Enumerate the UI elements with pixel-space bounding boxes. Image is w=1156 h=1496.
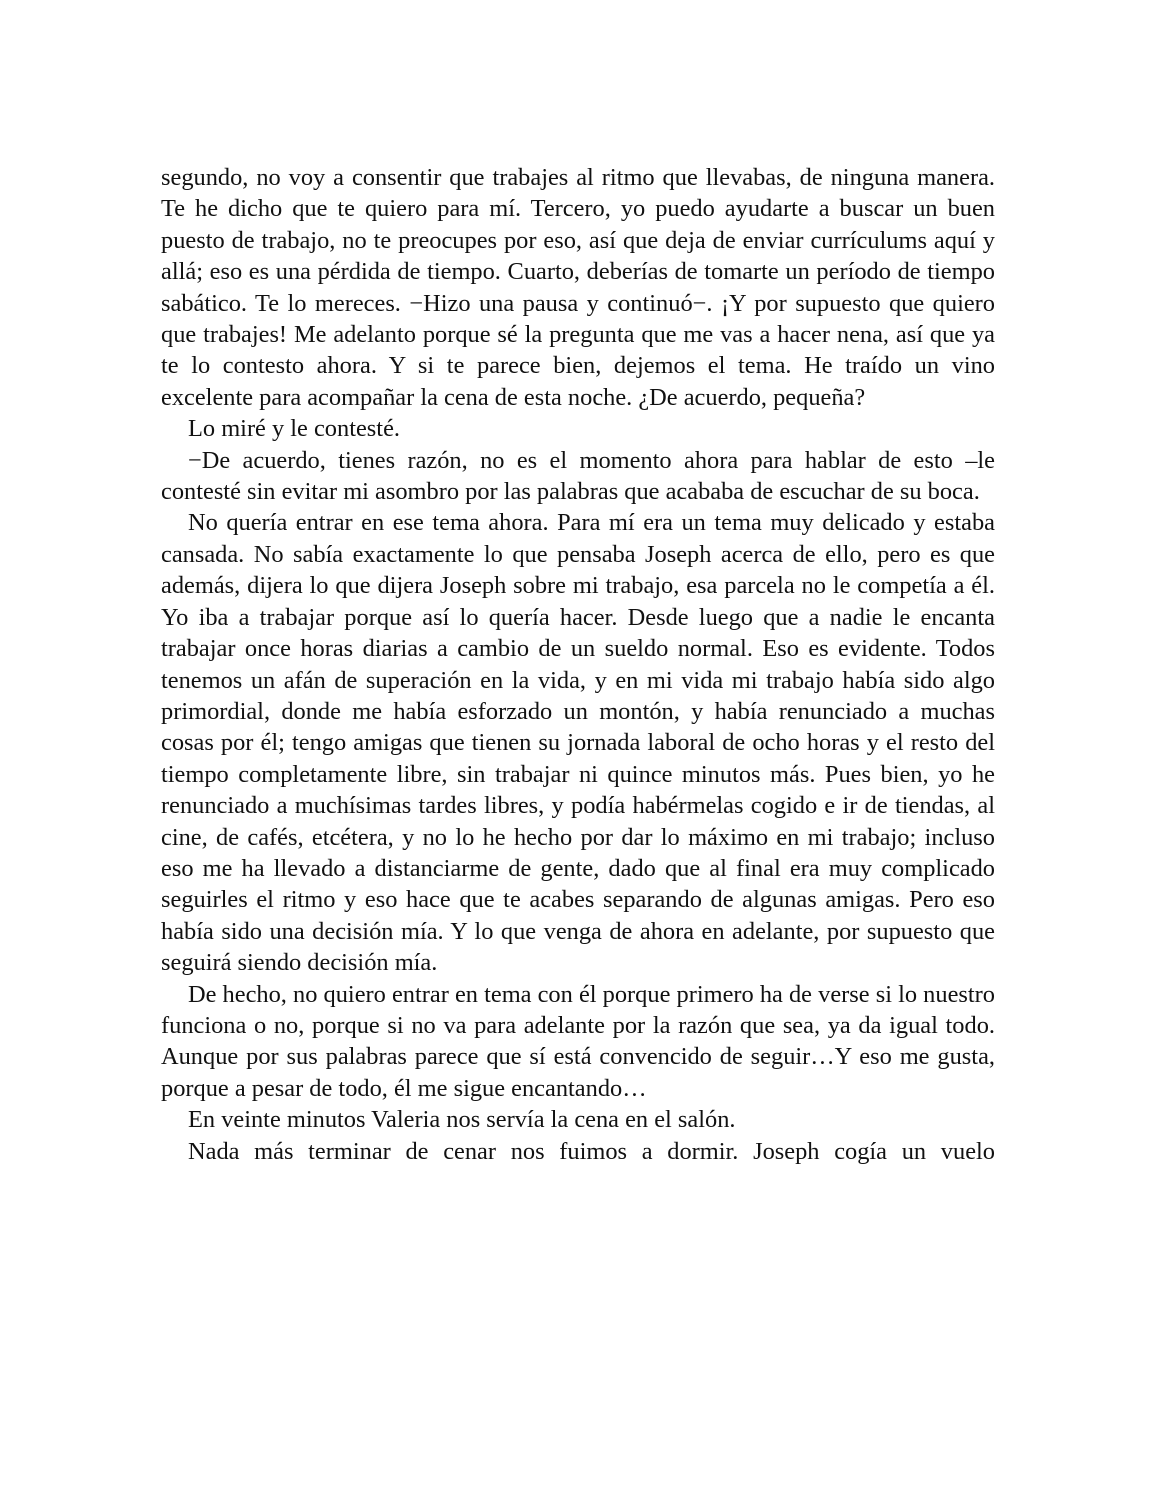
paragraph: No quería entrar en ese tema ahora. Para mí era un tema muy delicado y estaba cansada. No sabía exactamente lo que pensaba Joseph acerca de ello, pero es que además, dijera lo que dijera Joseph sobre mi trabajo, esa parcela no le competía a él. Yo iba a trabajar porque así lo quería hacer. Desde luego que a nadie le encanta trabajar once horas diarias a cambio de un sueldo normal. Eso es evidente. Todos tenemos un afán de superación en la vida, y en mi vida mi trabajo había sido algo primordial, donde me había esforzado un montón, y había renunciado a muchas cosas por él; tengo amigas que tienen su jornada laboral de ocho horas y el resto del tiempo completamente libre, sin trabajar ni quince minutos más. Pues bien, yo he renunciado a muchísimas tardes libres, y podía habérmelas cogido e ir de tiendas, al cine, de cafés, etcétera, y no lo he hecho por dar lo máximo en mi trabajo; incluso eso me ha llevado a distanciarme de gente, dado que al final era muy complicado seguirles el ritmo y eso hace que te acabes separando de algunas amigas. Pero eso había sido una decisión mía. Y lo que venga de ahora en adelante, por supuesto que seguirá siendo decisión mía. xyxy=(161,509,995,977)
paragraph-continued: segundo, no voy a consentir que trabajes al ritmo que llevabas, de ninguna manera. Te he dicho que te quiero para mí. Tercero, yo puedo ayudarte a buscar un buen puesto de trabajo, no te preocupes por eso, así que deja de enviar currículums aquí y allá; eso es una pérdida de tiempo. Cuarto, deberías de tomarte un período de tiempo sabático. Te lo mereces. −Hizo una pausa y continuó−. ¡Y por supuesto que quiero que trabajes! Me adelanto porque sé la pregunta que me vas a hacer nena, así que ya te lo contesto ahora. Y si te parece bien, dejemos el tema. He traído un vino excelente para acompañar la cena de esta noche. ¿De acuerdo, pequeña? xyxy=(161,164,995,411)
page-body xyxy=(161,162,995,1167)
paragraph-continues: Nada más terminar de cenar nos fuimos a dormir. Joseph cogía un vuelo xyxy=(188,1137,995,1165)
paragraph: Lo miré y le contesté. xyxy=(188,415,400,443)
paragraph: En veinte minutos Valeria nos servía la cena en el salón. xyxy=(188,1106,736,1134)
paragraph: De hecho, no quiero entrar en tema con él porque primero ha de verse si lo nuestro funciona o no, porque si no va para adelante por la razón que sea, ya da igual todo. Aunque por sus palabras parece que sí está convencido de seguir…Y eso me gusta, porque a pesar de todo, él me sigue encantando… xyxy=(161,980,995,1102)
paragraph-dialogue: −De acuerdo, tienes razón, no es el momento ahora para hablar de esto –le contesté sin evitar mi asombro por las palabras que acababa de escuchar de su boca. xyxy=(161,446,995,506)
